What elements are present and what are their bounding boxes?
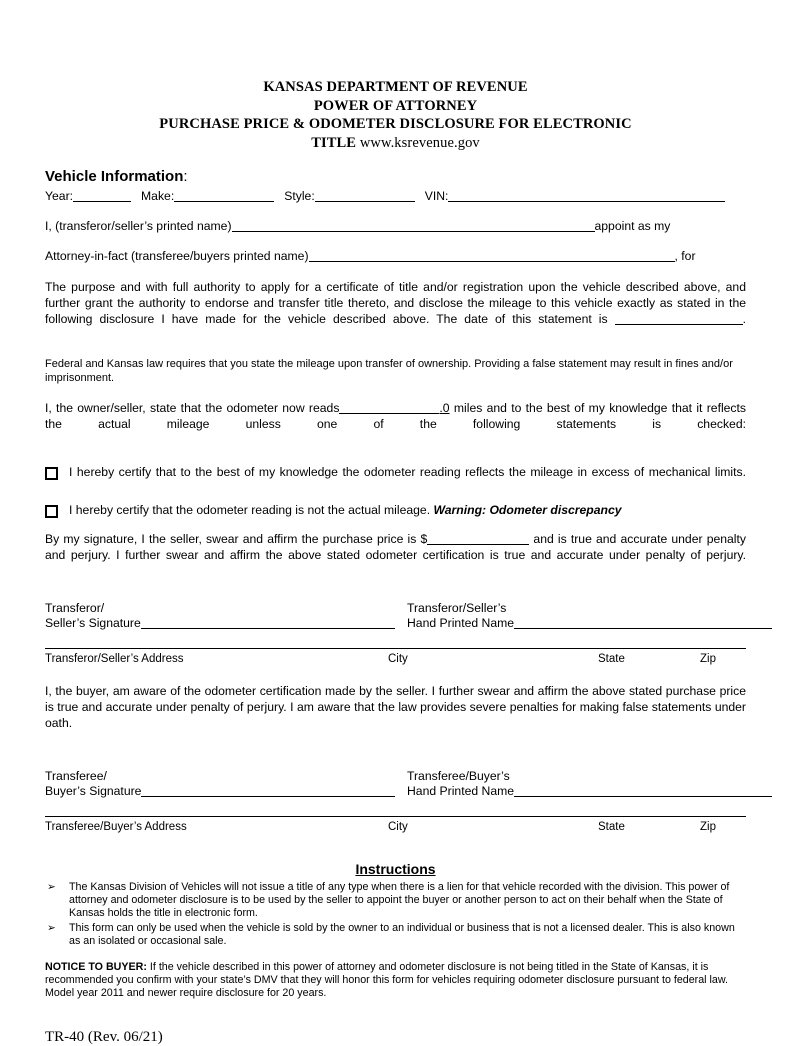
buyer-signature-input[interactable]	[141, 784, 395, 797]
vehicle-information-colon: :	[183, 168, 188, 185]
header-title-word: TITLE	[311, 134, 357, 151]
buyer-printed-line2	[407, 784, 772, 799]
seller-printed-line2	[407, 616, 772, 631]
buyer-zip-label: Zip	[700, 821, 716, 833]
seller-signature-left	[45, 601, 395, 631]
agency-website-url: www.ksrevenue.gov	[359, 134, 480, 151]
purpose-text: The purpose and with full authority to apply for a certificate of title and/or registration upon the vehicle described above, and further grant the authority to endorse and transfer title thereto, and disclose the mileage to this vehicle exactly as stated in the following disclosure I have made for the vehicle described above. The date of this statement is	[45, 280, 746, 326]
purchase-price-suffix-text: and is true and accurate under penalty and perjury. I further swear and affirm the above stated odometer certification is true and accurate under penalty of perjury.	[45, 532, 746, 562]
buyer-hand-printed-name-input[interactable]	[514, 784, 772, 797]
attorney-in-fact-row	[45, 248, 746, 264]
odometer-reading-paragraph	[45, 400, 746, 448]
odometer-exception-row-2[interactable]	[45, 502, 746, 518]
notice-to-buyer-text: If the vehicle described in this power of attorney and odometer disclosure is not being titled in the State of Kansas, it is recommended you confirm with your state’s DMV that they will honor this form for vehicles requiring odometer disclosure pursuant to federal law. Model year 2011 and newer require disclosure for 20 years.	[45, 961, 728, 1000]
header-line-subject: PURCHASE PRICE & ODOMETER DISCLOSURE FOR ELECTRONIC	[159, 116, 632, 132]
seller-printed-line1: Transferor/Seller’s	[407, 601, 507, 615]
buyer-printed-right	[407, 769, 772, 799]
statement-date-input[interactable]	[615, 312, 743, 325]
buyer-signature-block	[45, 769, 746, 800]
vehicle-fields-row	[45, 188, 746, 204]
seller-address-label: Transferor/Seller’s Address	[45, 653, 184, 665]
buyer-city-label: City	[388, 821, 408, 833]
seller-signature-line1: Transferor/	[45, 601, 105, 615]
checkbox-mechanical-limits-label: I hereby certify that to the best of my knowledge the odometer reading reflects the mileage in excess of mechanical limits.	[69, 465, 746, 479]
header-line-agency: KANSAS DEPARTMENT OF REVENUE	[263, 79, 528, 95]
header-line-form-type: POWER OF ATTORNEY	[313, 97, 478, 114]
seller-printed-right	[407, 601, 772, 631]
seller-address-labels	[45, 651, 746, 667]
document-content	[45, 78, 746, 1046]
seller-city-label: City	[388, 653, 408, 665]
buyer-signature-line2	[45, 784, 395, 799]
attorney-in-fact-label: Attorney-in-fact (transferee/buyers printed name)	[45, 249, 309, 263]
make-input[interactable]	[174, 189, 274, 202]
seller-signature-line2	[45, 616, 395, 631]
seller-state-label: State	[598, 653, 625, 665]
instruction-text-2: This form can only be used when the vehicle is sold by the owner to an individual or business that is not a licensed dealer. This is also known as an isolated or occasional sale.	[69, 921, 735, 947]
odometer-reading-input[interactable]	[339, 401, 439, 414]
checkbox-not-actual-mileage-label	[69, 502, 746, 518]
federal-law-note: Federal and Kansas law requires that you state the mileage upon transfer of ownership. Providing a false statement may result in fines and/or imprisonment.	[45, 358, 733, 384]
buyer-signature-label: Buyer’s Signature	[45, 784, 142, 798]
seller-name-row	[45, 218, 746, 234]
year-input[interactable]	[73, 189, 131, 202]
buyer-acknowledgement-paragraph: I, the buyer, am aware of the odometer certification made by the seller. I further swear and affirm the above stated purchase price is true and accurate under penalty of perjury. I am aware that the law provides severe penalties for making false statements under oath.	[45, 684, 746, 730]
seller-signature-input[interactable]	[141, 616, 395, 629]
instructions-list	[45, 881, 746, 948]
seller-address-band	[45, 648, 746, 668]
odometer-decimal-suffix: .0	[439, 401, 450, 415]
list-item	[45, 922, 746, 948]
for-text: , for	[674, 249, 696, 263]
notice-to-buyer	[45, 961, 746, 1001]
purchase-price-input[interactable]	[427, 532, 529, 545]
buyer-address-label: Transferee/Buyer’s Address	[45, 821, 187, 833]
seller-hand-printed-name-input[interactable]	[514, 616, 772, 629]
purpose-paragraph	[45, 279, 746, 343]
arrow-bullet-icon: ➢	[47, 921, 56, 934]
buyer-address-rule[interactable]	[45, 816, 746, 817]
odometer-discrepancy-warning: Warning: Odometer discrepancy	[433, 503, 622, 517]
odometer-exception-row-1[interactable]	[45, 464, 746, 496]
year-label: Year:	[45, 189, 74, 203]
odometer-suffix-text: miles and to the best of my knowledge that it reflects the actual mileage unless one of the following statements is checked:	[45, 401, 747, 431]
purchase-price-label: By my signature, I the seller, swear and affirm the purchase price is $	[45, 532, 428, 546]
seller-address-rule[interactable]	[45, 648, 746, 649]
purpose-period: .	[742, 312, 747, 326]
appoint-as-my-text: appoint as my	[594, 219, 671, 233]
make-label: Make:	[141, 189, 175, 203]
buyer-address-labels	[45, 819, 746, 835]
seller-printed-name-label: Hand Printed Name	[407, 616, 515, 630]
vin-label: VIN:	[424, 189, 449, 203]
notice-to-buyer-label: NOTICE TO BUYER:	[45, 961, 147, 974]
buyer-address-band	[45, 816, 746, 836]
checkbox-not-actual-mileage-text: I hereby certify that the odometer reading is not the actual mileage.	[69, 503, 431, 517]
seller-signature-block	[45, 601, 746, 632]
buyer-printed-line1: Transferee/Buyer’s	[407, 769, 510, 783]
list-item	[45, 881, 746, 921]
odometer-reads-label: I, the owner/seller, state that the odometer now reads	[45, 401, 340, 415]
checkbox-not-actual-mileage[interactable]	[45, 505, 58, 518]
buyer-signature-left	[45, 769, 395, 799]
seller-signature-label: Seller’s Signature	[45, 616, 141, 630]
document-header	[45, 78, 746, 152]
buyer-printed-name-label: Hand Printed Name	[407, 784, 515, 798]
seller-zip-label: Zip	[700, 653, 716, 665]
header-line-title-url	[45, 134, 746, 153]
arrow-bullet-icon: ➢	[47, 881, 56, 893]
seller-printed-name-input[interactable]	[232, 219, 595, 232]
style-input[interactable]	[315, 189, 415, 202]
purchase-price-paragraph	[45, 531, 746, 579]
buyer-signature-line1: Transferee/	[45, 769, 107, 783]
vehicle-information-label: Vehicle Information	[45, 168, 184, 185]
buyer-state-label: State	[598, 821, 625, 833]
vin-input[interactable]	[448, 189, 725, 202]
checkbox-mechanical-limits[interactable]	[45, 467, 58, 480]
vehicle-information-heading	[45, 168, 746, 186]
instructions-heading: Instructions	[355, 861, 436, 877]
instruction-text-1: The Kansas Division of Vehicles will not issue a title of any type when there is a lien for that vehicle recorded with the division. This power of attorney and odometer disclosure is to be used by the seller to appoint the buyer or another person to act on their behalf when the State of Kansas holds the title in electronic form.	[69, 881, 730, 920]
form-revision-code: TR-40 (Rev. 06/21)	[45, 1028, 163, 1045]
seller-name-label: I, (transferor/seller’s printed name)	[45, 219, 232, 233]
style-label: Style:	[284, 189, 315, 203]
attorney-in-fact-name-input[interactable]	[309, 249, 675, 262]
odometer-exception-list	[45, 464, 746, 518]
